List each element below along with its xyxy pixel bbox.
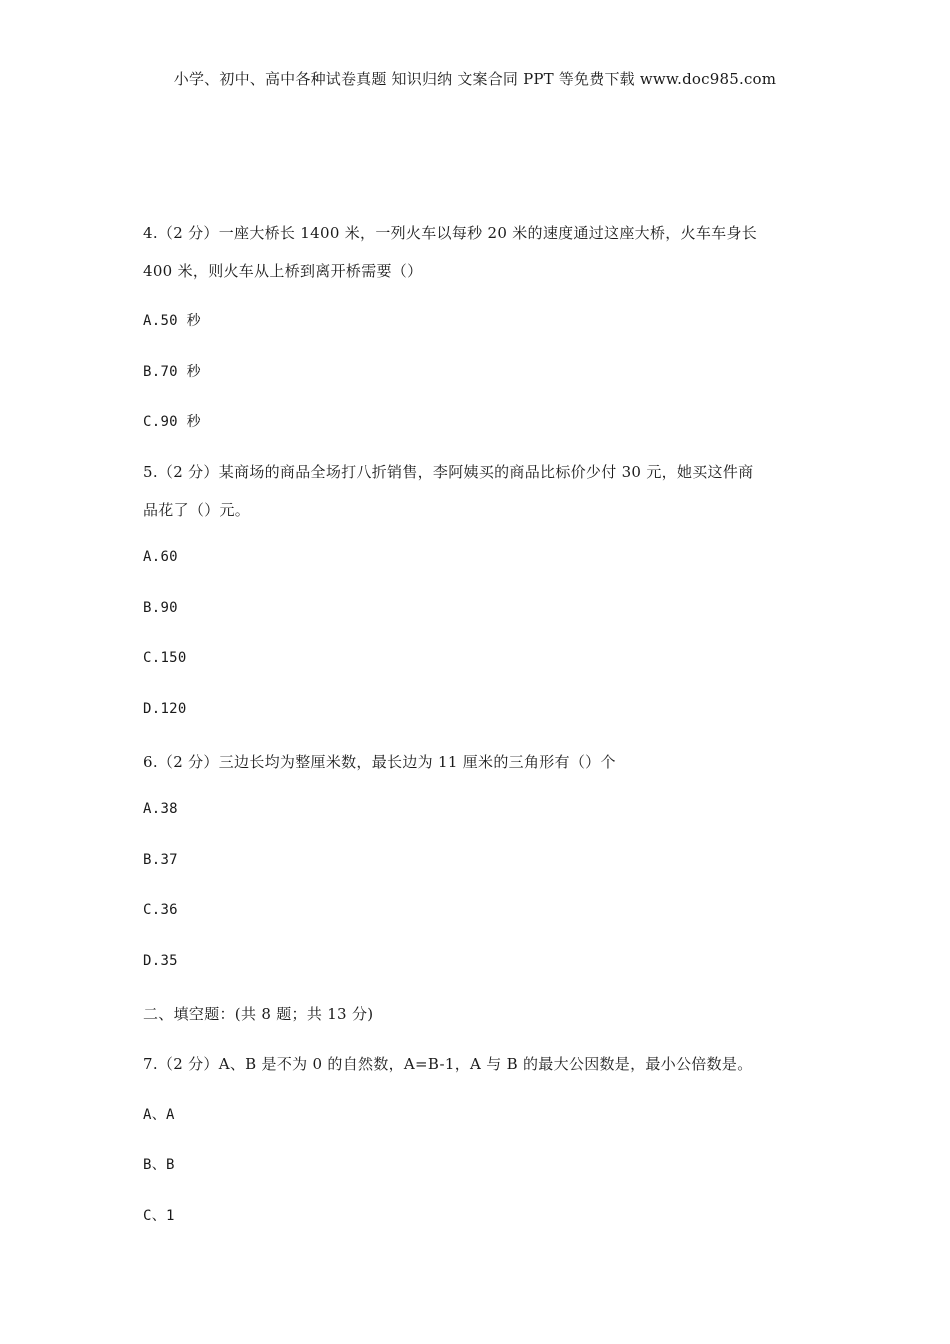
question-4-option-a: A.50 秒: [143, 313, 201, 329]
question-5-option-c: C.150: [143, 650, 187, 666]
question-4-option-c: C.90 秒: [143, 414, 201, 430]
question-6-option-b: B.37: [143, 852, 178, 868]
question-5-option-b: B.90: [143, 600, 178, 616]
question-7-option-a: A、A: [143, 1107, 175, 1123]
question-6-option-a: A.38: [143, 801, 178, 817]
question-5-option-a: A.60: [143, 549, 178, 565]
question-5-stem-line1: 5.（2 分）某商场的商品全场打八折销售，李阿姨买的商品比标价少付 30 元，她买这件商: [143, 463, 754, 481]
question-4-option-b: B.70 秒: [143, 364, 201, 380]
question-6-option-d: D.35: [143, 953, 178, 969]
question-7-option-b: B、B: [143, 1157, 175, 1173]
question-4-stem-line1: 4.（2 分）一座大桥长 1400 米，一列火车以每秒 20 米的速度通过这座大桥，火车车身长: [143, 224, 758, 242]
question-5-option-d: D.120: [143, 701, 187, 717]
question-5-stem-line2: 品花了（）元。: [143, 501, 251, 519]
page-header: 小学、初中、高中各种试卷真题 知识归纳 文案合同 PPT 等免费下载 www.doc985.com: [173, 70, 777, 88]
question-6-option-c: C.36: [143, 902, 178, 918]
question-6-stem: 6.（2 分）三边长均为整厘米数，最长边为 11 厘米的三角形有（）个: [143, 753, 616, 771]
question-7-stem: 7.（2 分）A、B 是不为 0 的自然数，A=B-1，A 与 B 的最大公因数是，最小公倍数是。: [143, 1055, 753, 1073]
section-2-title: 二、填空题：(共 8 题；共 13 分): [143, 1005, 374, 1023]
question-7-option-c: C、1: [143, 1208, 175, 1224]
question-4-stem-line2: 400 米，则火车从上桥到离开桥需要（）: [143, 262, 423, 280]
